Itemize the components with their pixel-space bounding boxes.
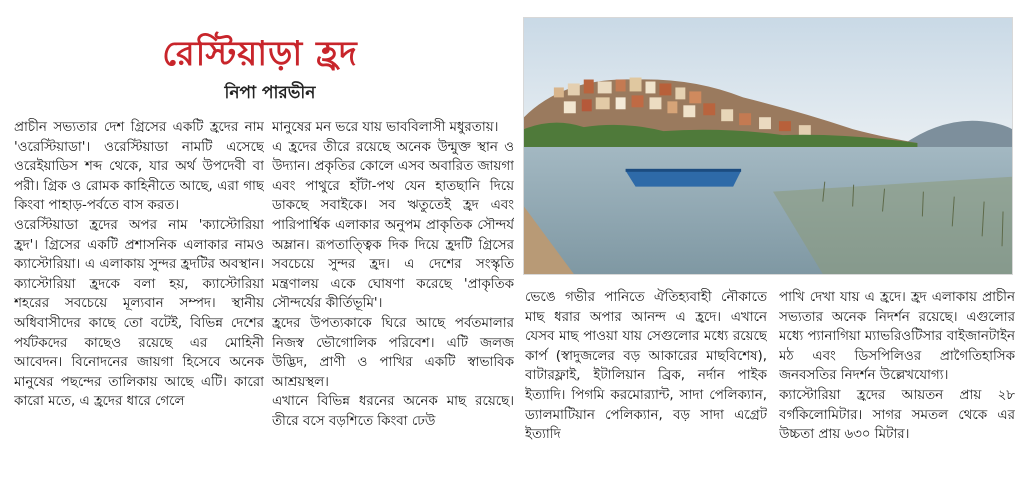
paragraph: পাখি দেখা যায় এ হ্রদে। হ্রদ এলাকায় প্রাচীন সভ্যতার অনেক নিদর্শন রয়েছে। এগুলোর মধ্যে প্যানাগিয়া ম্যাভরিওটিসার বাইজানটাইন মঠ এবং ডিসপিলিওর প্রাগৈতিহাসিক জনবসতির নিদর্শন উল্লেখযোগ্য। bbox=[779, 290, 1015, 384]
article-column-3 bbox=[525, 288, 767, 470]
article-column-2 bbox=[272, 118, 514, 470]
author-byline: নিপা পারভীন bbox=[224, 83, 316, 103]
paragraph: হ্রদের উপত্যকাকে ঘিরে আছে পর্বতমালার নিজস্ব ভৌগোলিক পরিবেশ। এটি জলজ উদ্ভিদ, প্রাণী ও পাখির একটি স্বাভাবিক আশ্রয়স্থল। bbox=[272, 315, 514, 390]
paragraph: প্রাচীন সভ্যতার দেশ গ্রিসের একটি হ্রদের নাম 'ওরেস্টিয়াডা'। ওরেস্টিয়াডা নামটি এসেছে ওরেইয়াডিস শব্দ থেকে, যার অর্থ উপদেবী বা পরী। গ্রিক ও রোমক কাহিনীতে আছে, এরা গাছ কিংবা পাহাড়-পর্বতে বাস করত। bbox=[14, 120, 264, 214]
paragraph: ক্যাস্টোরিয়া হ্রদের আয়তন প্রায় ২৮ বর্গকিলোমিটার। সাগর সমতল থেকে এর উচ্চতা প্রায় ৬৩০ মিটার। bbox=[779, 387, 1015, 443]
paragraph: এ হ্রদের তীরে রয়েছে অনেক উন্মুক্ত স্থান ও উদ্যান। প্রকৃতির কোলে এসব অবারিত জায়গা এবং পাথুরে হাঁটা-পথ যেন হাতছানি দিয়ে ডাকছে সবাইকে। সব ঋতুতেই হ্রদ এবং পারিপার্শ্বিক এলাকার অনুপম প্রাকৃতিক সৌন্দর্য অম্লান। রূপতাত্ত্বিক দিক দিয়ে হ্রদটি গ্রিসের সবচেয়ে সুন্দর হ্রদ। এ দেশের সংস্কৃতি মন্ত্রণালয় একে ঘোষণা করেছে 'প্রাকৃতিক সৌন্দর্যের কীর্তিভূমি'। bbox=[272, 139, 514, 312]
article-column-4 bbox=[779, 288, 1015, 470]
article-column-1 bbox=[14, 118, 264, 470]
paragraph: ওরেস্টিয়াডা হ্রদের অপর নাম 'ক্যাস্টোরিয়া হ্রদ'। গ্রিসের একটি প্রশাসনিক এলাকার নামও ক্যাস্টোরিয়া। এ এলাকায় সুন্দর হ্রদটির অবস্থান। ক্যাস্টোরিয়া হ্রদকে বলা হয়, ক্যাস্টোরিয়া শহরের সবচেয়ে মূল্যবান সম্পদ। স্থানীয় অধিবাসীদের কাছে তো বটেই, বিভিন্ন দেশের পর্যটকদের কাছেও রয়েছে এর মোহিনী আবেদন। বিনোদনের জায়গা হিসেবে অনেক মানুষের পছন্দের তালিকায় আছে এটি। কারো কারো মতে, এ হ্রদের ধারে গেলে bbox=[14, 217, 264, 410]
article-title: রেস্টিয়াড়া হ্রদ bbox=[162, 34, 358, 74]
lake-photo-illustration bbox=[524, 18, 1012, 274]
boat bbox=[626, 169, 742, 187]
paragraph: ভেঙে গভীর পানিতে ঐতিহ্যবাহী নৌকাতে মাছ ধরার অপার আনন্দ এ হ্রদে। এখানে যেসব মাছ পাওয়া যায় সেগুলোর মধ্যে রয়েছে কার্প (স্বাদুজলের বড় আকারের মাছবিশেষ), বাটারফ্লাই, ইটালিয়ান ব্রিক, নর্দান পাইক ইত্যাদি। পিগমি করমোর‍্যান্ট, সাদা পেলিক্যান, ড্যালমাটিয়ান পেলিক্যান, বড় সাদা এগ্রেট ইত্যাদি bbox=[525, 290, 767, 443]
lake-town-photo bbox=[523, 17, 1013, 275]
paragraph: এখানে বিভিন্ন ধরনের অনেক মাছ রয়েছে। তীরে বসে বড়শিতে কিংবা ঢেউ bbox=[272, 394, 514, 429]
paragraph: মানুষের মন ভরে যায় ভাববিলাসী মধুরতায়। bbox=[272, 120, 499, 135]
